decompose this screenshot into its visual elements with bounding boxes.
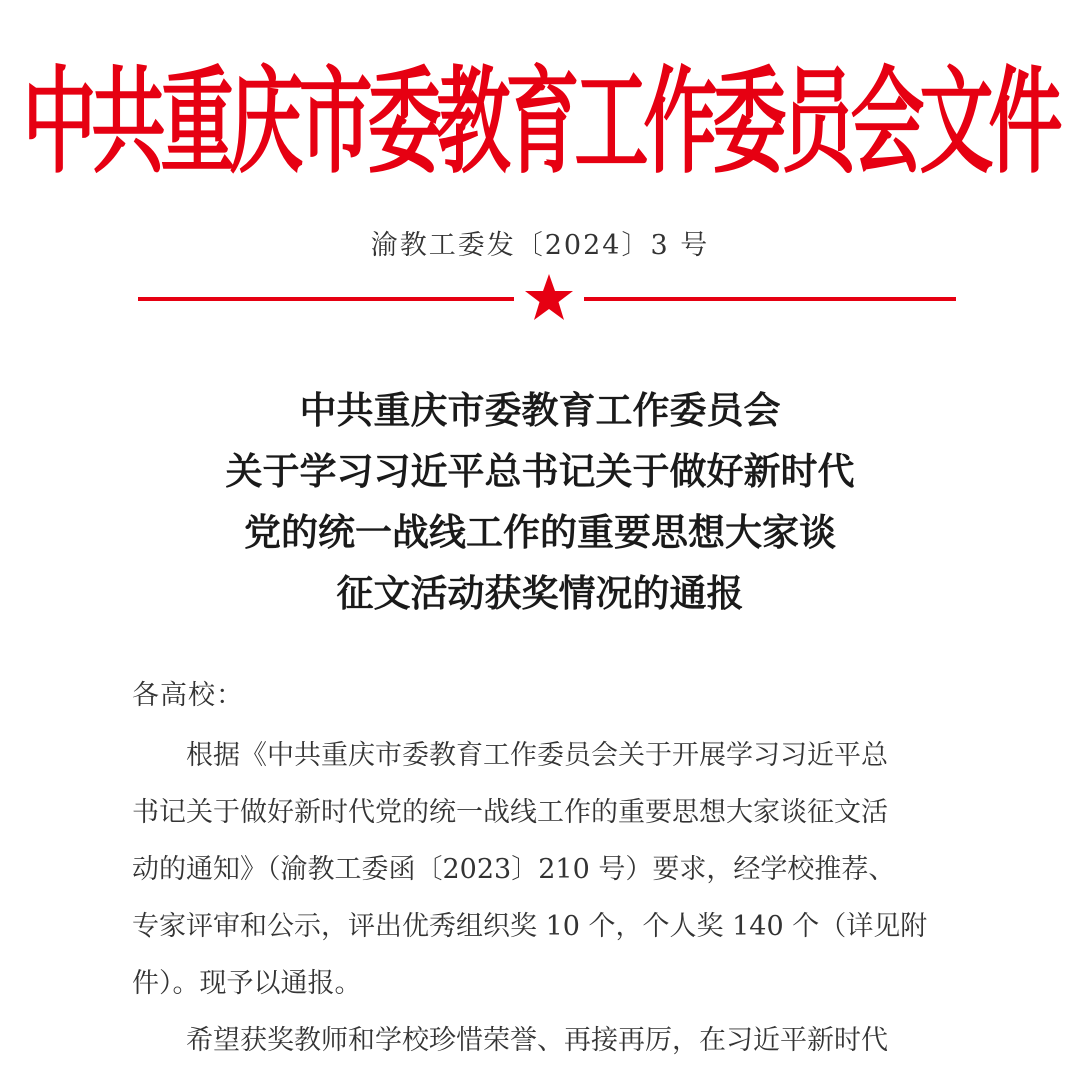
- paragraph-2-line-1: 希望获奖教师和学校珍惜荣誉、再接再厉，在习近平新时代: [186, 1025, 888, 1056]
- paragraph-1-line-3: 动的通知》（渝教工委函〔2023〕210 号）要求，经学校推荐、: [132, 854, 896, 885]
- document-title: [0, 380, 1080, 624]
- paragraph-1-line-2: 书记关于做好新时代党的统一战线工作的重要思想大家谈征文活: [132, 797, 888, 828]
- red-rule-right: [584, 297, 956, 301]
- title-line-3: 党的统一战线工作的重要思想大家谈: [244, 511, 836, 554]
- title-line-1: 中共重庆市委教育工作委员会: [299, 389, 781, 432]
- paragraph-1-line-5: 件）。现予以通报。: [132, 968, 362, 999]
- red-rule-left: [138, 297, 514, 301]
- five-point-star-icon: [524, 272, 574, 322]
- document-number: 渝教工委发〔2024〕3 号: [370, 230, 710, 261]
- document-body: [132, 727, 977, 1069]
- paragraph-1-line-4: 专家评审和公示，评出优秀组织奖 10 个，个人奖 140 个（详见附: [132, 911, 928, 942]
- title-line-4: 征文活动获奖情况的通报: [336, 572, 744, 615]
- salutation: 各高校：: [132, 680, 244, 711]
- title-line-2: 关于学习习近平总书记关于做好新时代: [225, 450, 855, 493]
- document-masthead: 中共重庆市委教育工作委员会文件: [22, 55, 1058, 190]
- paragraph-1-line-1: 根据《中共重庆市委教育工作委员会关于开展学习习近平总: [186, 740, 888, 771]
